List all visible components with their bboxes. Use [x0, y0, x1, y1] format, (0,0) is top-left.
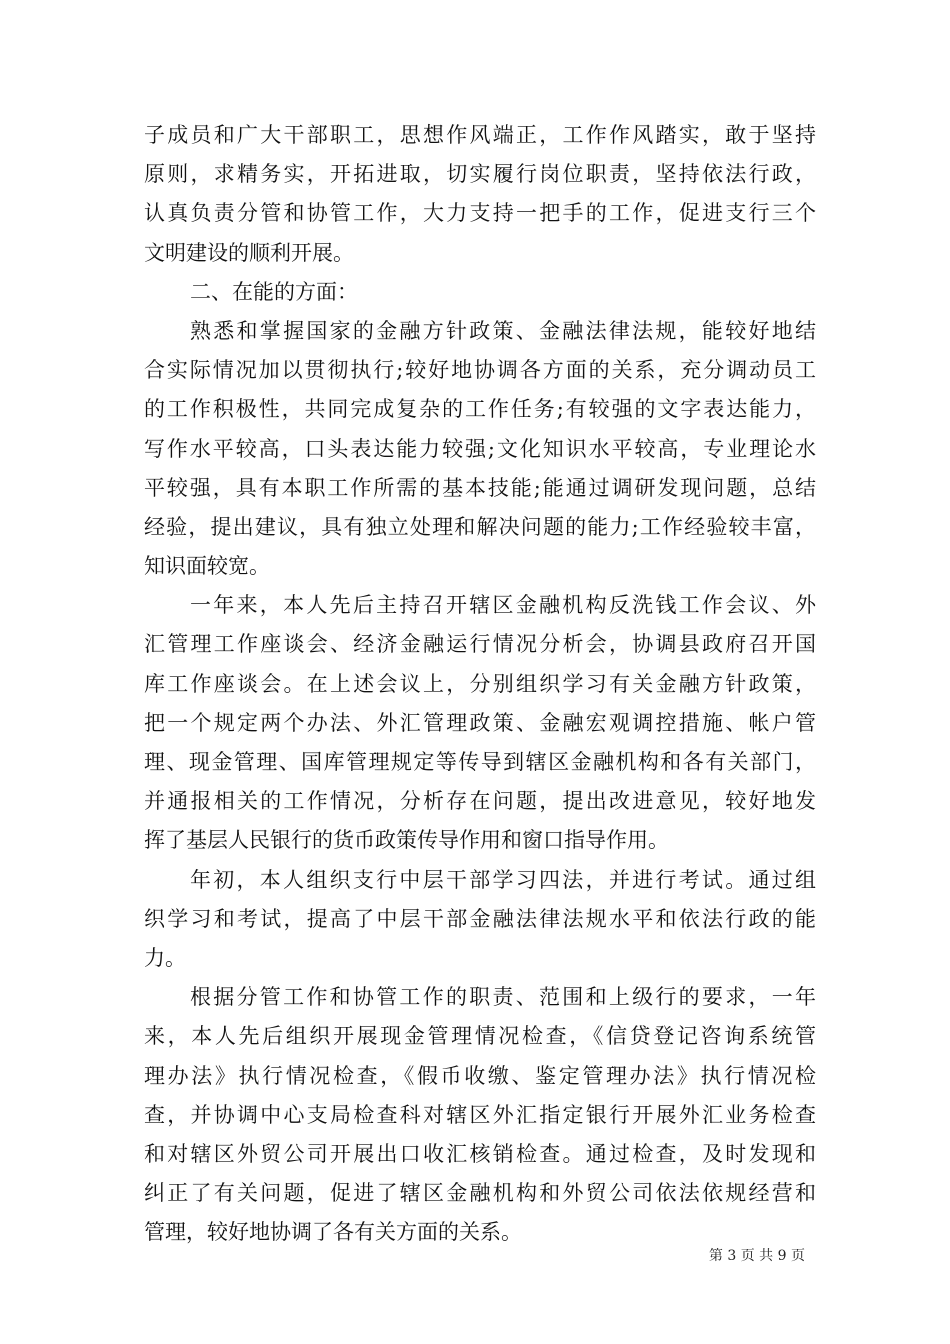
text-line: 经验，提出建议，具有独立处理和解决问题的能力;工作经验较丰富， — [144, 514, 816, 539]
text-line: 库工作座谈会。在上述会议上，分别组织学习有关金融方针政策， — [144, 671, 816, 696]
text-line: 平较强，具有本职工作所需的基本技能;能通过调研发现问题，总结 — [144, 475, 816, 500]
section-heading: 二、在能的方面： — [190, 279, 358, 304]
text-line: 力。 — [144, 945, 186, 970]
text-line: 并通报相关的工作情况，分析存在问题，提出改进意见，较好地发 — [144, 789, 816, 814]
text-line: 把一个规定两个办法、外汇管理政策、金融宏观调控措施、帐户管 — [144, 710, 816, 735]
document-body — [144, 116, 816, 1252]
text-line: 的工作积极性，共同完成复杂的工作任务;有较强的文字表达能力， — [144, 397, 816, 422]
text-line: 认真负责分管和协管工作，大力支持一把手的工作，促进支行三个 — [144, 201, 816, 226]
text-line: 汇管理工作座谈会、经济金融运行情况分析会，协调县政府召开国 — [144, 632, 816, 657]
text-line: 合实际情况加以贯彻执行;较好地协调各方面的关系，充分调动员工 — [144, 358, 816, 383]
page-number: 第 3 页 共 9 页 — [708, 1248, 805, 1264]
text-line: 和对辖区外贸公司开展出口收汇核销检查。通过检查，及时发现和 — [144, 1141, 816, 1166]
text-line: 织学习和考试，提高了中层干部金融法律法规水平和依法行政的能 — [144, 906, 816, 931]
text-line: 理、现金管理、国库管理规定等传导到辖区金融机构和各有关部门， — [144, 750, 816, 774]
text-line: 挥了基层人民银行的货币政策传导作用和窗口指导作用。 — [144, 828, 669, 853]
text-line: 子成员和广大干部职工，思想作风端正，工作作风踏实，敢于坚持 — [144, 123, 816, 147]
text-line: 管理，较好地协调了各有关方面的关系。 — [144, 1220, 522, 1245]
text-line: 来，本人先后组织开展现金管理情况检查，《信贷登记咨询系统管 — [144, 1024, 816, 1049]
text-line: 写作水平较高，口头表达能力较强;文化知识水平较高，专业理论水 — [144, 436, 816, 461]
text-line: 知识面较宽。 — [144, 554, 270, 579]
text-line: 一年来，本人先后主持召开辖区金融机构反洗钱工作会议、外 — [190, 593, 816, 618]
text-line: 查，并协调中心支局检查科对辖区外汇指定银行开展外汇业务检查 — [144, 1102, 816, 1127]
text-line: 根据分管工作和协管工作的职责、范围和上级行的要求，一年 — [190, 985, 816, 1010]
text-line: 原则，求精务实，开拓进取，切实履行岗位职责，坚持依法行政， — [144, 162, 816, 187]
text-line: 纠正了有关问题，促进了辖区金融机构和外贸公司依法依规经营和 — [144, 1181, 816, 1206]
text-line: 年初，本人组织支行中层干部学习四法，并进行考试。通过组 — [190, 867, 816, 892]
text-line: 理办法》执行情况检查，《假币收缴、鉴定管理办法》执行情况检 — [144, 1063, 816, 1088]
text-line: 熟悉和掌握国家的金融方针政策、金融法律法规，能较好地结 — [190, 318, 816, 343]
text-line: 文明建设的顺利开展。 — [144, 240, 354, 265]
